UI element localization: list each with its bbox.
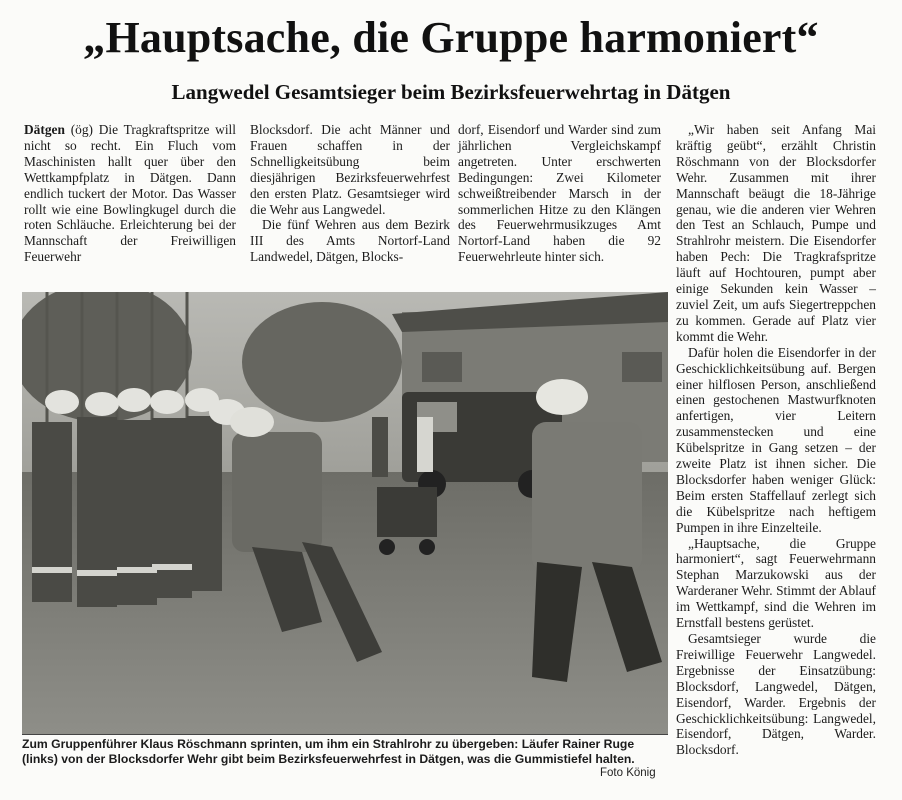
dateline: Dätgen [24, 122, 65, 137]
paragraph: Blocksdorf. Die acht Männer und Frauen schaffen in der Schnelligkeitsübung beim diesjährigen Bezirksfeuerwehrfest den ersten Platz. Gesamtsieger wird die Wehr aus Langwedel. [250, 122, 450, 217]
article-column-3 [458, 122, 661, 265]
photo-illustration [22, 292, 668, 734]
lead-text: (ög) Die Tragkraftspritze will nicht so recht. Ein Fluch vom Maschinisten hallt quer über den Wettkampfplatz in Dätgen. Dann endlich tuckert der Motor. Das Wasser rollt wie eine Bowlingkugel durch die roten Schläuche. Erleichterung bei der Mannschaft der Freiwilligen Feuerwehr [24, 122, 236, 265]
lead-paragraph [24, 122, 236, 265]
headline: „Hauptsache, die Gruppe harmoniert“ [83, 13, 819, 62]
photo-credit: Foto König [600, 767, 656, 779]
article-column-4 [676, 122, 876, 758]
photo-caption: Zum Gruppenführer Klaus Röschmann sprinten, um ihm ein Strahlrohr zu übergeben: Läufer Rainer Ruge (links) von der Blocksdorfer Wehr gibt beim Bezirksfeuerwehrfest in Dätgen, was die Gummistiefel halten. [22, 737, 635, 766]
news-photo [22, 292, 668, 734]
paragraph: Gesamtsieger wurde die Freiwillige Feuerwehr Langwedel. Ergebnisse der Einsatzübung: Blocksdorf, Langwedel, Dätgen, Eisendorf, Warder. Ergebnis der Geschicklichkeitsübung: Langwedel, Eisendorf, Dätgen, Warder. Blocksdorf. [676, 631, 876, 758]
paragraph: Dafür holen die Eisendorfer in der Geschicklichkeitsübung auf. Bergen einer hilflosen Person, anschließend einen gestochenen Mastwurfknoten anfertigen, vier Leitern zusammenstecken und eine Kübelspritze in Gang setzen – der zweite Platz ist ihnen sicher. Die Blocksdorfer haben weniger Glück: Beim ersten Staffellauf zerlegt sich die Kübelspritze nach heftigem Pumpen in ihre Einzelteile. [676, 344, 876, 535]
paragraph: „Wir haben seit Anfang Mai kräftig geübt“, erzählt Christin Röschmann von der Blocksdorfer Wehr. Zusammen mit ihrer Mannschaft beäugt die 18-Jährige genau, wie die anderen vier Wehren den Test an Schlauch, Pumpe und Strahlrohr meistern. Die Eisendorfer haben Pech: Die Tragkrafspritze läuft auf Hochtouren, pumpt aber einige Sekunden kein Wasser – zuviel Zeit, um aufs Siegertreppchen zu kommen. Gerade auf Platz vier kommt die Wehr. [676, 122, 876, 344]
subheadline: Langwedel Gesamtsieger beim Bezirksfeuerwehrtag in Dätgen [171, 80, 731, 104]
caption-rule [22, 734, 668, 735]
paragraph: dorf, Eisendorf und Warder sind zum jährlichen Vergleichskampf angetreten. Unter erschwerten Bedingungen: Zwei Kilometer schweißtreibender Marsch in der sommerlichen Hitze zu den Klängen des Feuerwehrmusikzuges Amt Nortorf-Land haben die 92 Feuerwehrleute hinter sich. [458, 122, 661, 265]
paragraph: „Hauptsache, die Gruppe harmoniert“, sagt Feuerwehrmann Stephan Marzukowski aus der Warderaner Wehr. Stimmt der Ablauf im Wettkampf, sind die Wehren im Ernstfall bestens gerüstet. [676, 535, 876, 631]
paragraph: Die fünf Wehren aus dem Bezirk III des Amts Nortorf-Land Landwedel, Dätgen, Blocks- [250, 217, 450, 265]
article-column-1 [24, 122, 236, 265]
article-column-2 [250, 122, 450, 265]
